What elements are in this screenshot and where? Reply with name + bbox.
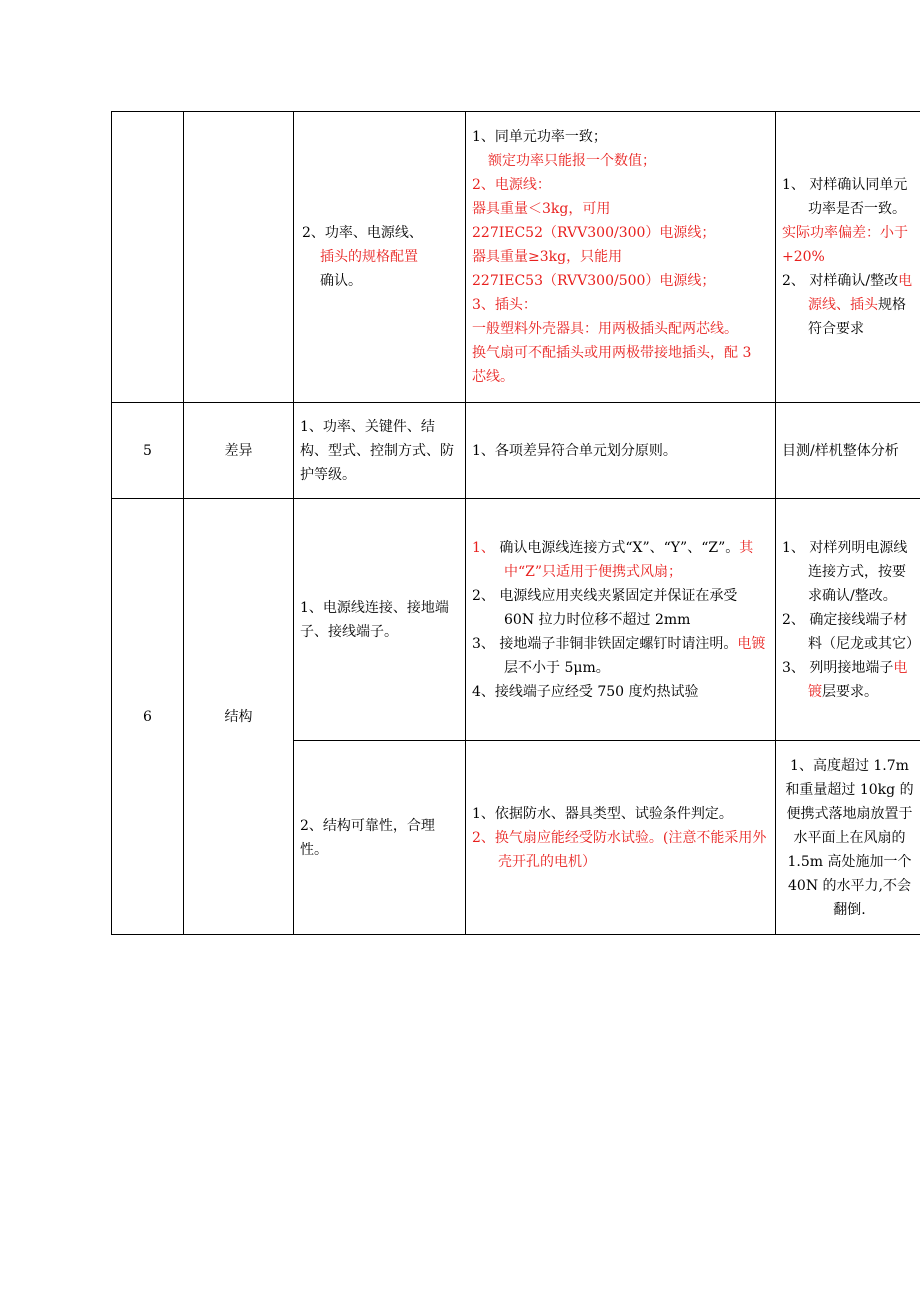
method-line: 1、 对样确认同单元功率是否一致。 xyxy=(782,177,908,217)
table-row xyxy=(112,403,920,499)
method-line: 实际功率偏差：小于+20% xyxy=(782,225,908,265)
cell-no: 5 xyxy=(112,403,184,499)
req-text: 3、 接地端子非铜非铁固定螺钉时请注明。 xyxy=(472,635,738,652)
item-text: 2、功率、电源线、 xyxy=(302,225,423,241)
cell-requirement: 1、各项差异符合单元划分原则。 xyxy=(466,403,776,499)
req-text-red: 其中“Z”只适用于便携式风扇； xyxy=(504,539,754,580)
method-text: 规格符合要求 xyxy=(808,297,906,337)
method-text: 层要求。 xyxy=(822,683,878,700)
item-text: 确认。 xyxy=(320,273,362,289)
req-line: 器具重量≥3kg，只能用 xyxy=(472,249,623,265)
req-line: 2、电源线： xyxy=(472,177,551,193)
cell-item: 1、电源线连接、接地端子、接线端子。 xyxy=(294,499,466,741)
req-line: 换气扇可不配插头或用两极带接地插头，配 3 芯线。 xyxy=(472,345,752,385)
req-line: 227IEC53（RVV300/500）电源线； xyxy=(472,273,716,289)
cell-requirement xyxy=(466,112,776,403)
req-num-red: 1、 xyxy=(472,539,495,556)
method-text: 3、 列明接地端子 xyxy=(782,659,894,676)
req-line: 一般塑料外壳器具：用两极插头配两芯线。 xyxy=(472,321,738,337)
req-line: 器具重量＜3kg，可用 xyxy=(472,201,611,217)
req-line: 1、同单元功率一致； xyxy=(472,129,607,145)
method-line: 1、 对样列明电源线连接方式，按要求确认/整改。 xyxy=(782,539,908,604)
req-line: 4、接线端子应经受 750 度灼热试验 xyxy=(472,683,699,700)
method-line xyxy=(782,269,917,341)
req-line-red: 2、换气扇应能经受防水试验。(注意不能采用外壳开孔的电机） xyxy=(472,829,767,870)
req-line: 2、 电源线应用夹线夹紧固定并保证在承受 60N 拉力时位移不超过 2mm xyxy=(472,587,738,628)
method-text-red: 电源线、插头 xyxy=(808,273,913,313)
cell-name: 结构 xyxy=(184,499,294,935)
cell-method xyxy=(776,112,920,403)
cell-item: 2、结构可靠性，合理性。 xyxy=(294,741,466,935)
req-text-red: 电镀 xyxy=(737,635,766,652)
cell-method: 目测/样机整体分析 xyxy=(776,403,920,499)
req-line: 额定功率只能报一个数值； xyxy=(488,153,656,169)
spec-table xyxy=(111,111,920,935)
cell-requirement xyxy=(466,741,776,935)
cell-item xyxy=(294,112,466,403)
table-row xyxy=(112,499,920,741)
table-row xyxy=(112,112,920,403)
method-line xyxy=(782,656,917,704)
cell-method xyxy=(776,499,920,741)
cell-no: 6 xyxy=(112,499,184,935)
req-line: 1、依据防水、器具类型、试验条件判定。 xyxy=(472,805,733,822)
cell-method: 1、高度超过 1.7m 和重量超过 10kg 的便携式落地扇放置于水平面上在风扇的 1.5m 高处施加一个 40N 的水平力,不会翻倒. xyxy=(776,741,920,935)
item-text-red: 插头的规格配置 xyxy=(320,249,418,265)
method-line: 2、 确定接线端子材料（尼龙或其它） xyxy=(782,611,920,652)
cell-name: 差异 xyxy=(184,403,294,499)
method-text-red: 电镀 xyxy=(808,659,908,700)
cell-requirement xyxy=(466,499,776,741)
cell-name-empty xyxy=(184,112,294,403)
req-text: 确认电源线连接方式“X”、“Y”、“Z”。 xyxy=(494,539,740,556)
req-line xyxy=(472,632,769,680)
cell-no-empty xyxy=(112,112,184,403)
req-line: 227IEC52（RVV300/300）电源线； xyxy=(472,225,716,241)
req-line: 3、插头： xyxy=(472,297,537,313)
cell-item: 1、功率、关键件、结构、型式、控制方式、防护等级。 xyxy=(294,403,466,499)
method-text: 2、 对样确认/整改 xyxy=(782,273,899,289)
req-line xyxy=(472,536,769,584)
req-text: 层不小于 5μm。 xyxy=(504,659,610,676)
